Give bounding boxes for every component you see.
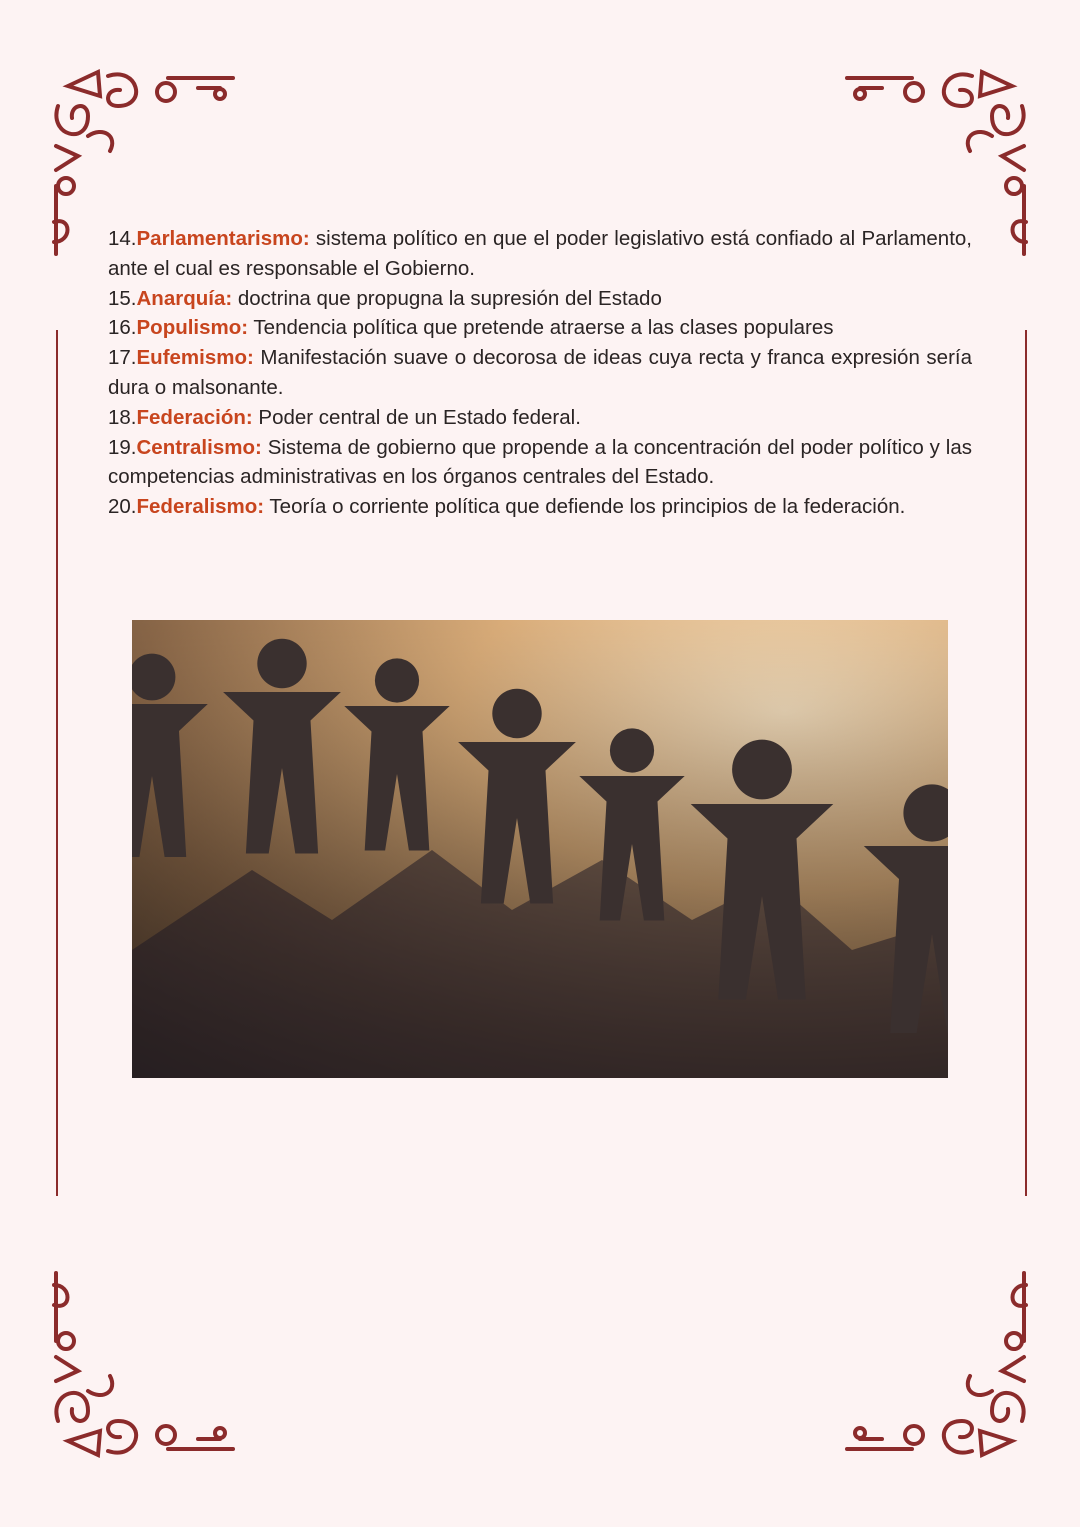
- term: Eufemismo:: [136, 346, 254, 370]
- definition-item: [108, 492, 972, 522]
- definition-item: [108, 343, 972, 403]
- term: Federación:: [136, 405, 253, 429]
- term: Anarquía:: [136, 286, 233, 310]
- item-number: 14.: [108, 227, 137, 250]
- definition-item: [108, 224, 972, 284]
- definition-item: [108, 313, 972, 343]
- definitions-list: [108, 224, 972, 522]
- definition-text: Poder central de un Estado federal.: [252, 405, 581, 429]
- term: Centralismo:: [136, 435, 262, 459]
- definition-item: [108, 433, 972, 493]
- item-number: 15.: [108, 286, 137, 310]
- border-line-left: [56, 330, 58, 1196]
- ornament-bottom-right-icon: [842, 1271, 1032, 1461]
- paper-people-chain-photo: [132, 620, 948, 1078]
- ornament-bottom-left-icon: [48, 1271, 238, 1461]
- item-number: 19.: [108, 435, 137, 459]
- definition-text: Tendencia política que pretende atraerse a las clases populares: [248, 316, 834, 340]
- term: Federalismo:: [136, 495, 265, 519]
- definition-item: [108, 284, 972, 314]
- item-number: 18.: [108, 405, 137, 429]
- item-number: 20.: [108, 495, 137, 519]
- definition-text: Manifestación suave o decorosa de ideas cuya recta y franca expresión sería dura o malsonante.: [108, 346, 972, 399]
- term: Populismo:: [136, 316, 249, 340]
- item-number: 17.: [108, 346, 137, 370]
- definition-text: Sistema de gobierno que propende a la concentración del poder político y las competencias administrativas en los órganos centrales del Estado.: [108, 435, 972, 489]
- definition-text: sistema político en que el poder legislativo está confiado al Parlamento, ante el cual es responsable el Gobierno.: [108, 227, 972, 280]
- definition-item: [108, 403, 972, 433]
- definition-text: doctrina que propugna la supresión del Estado: [232, 286, 662, 310]
- definition-text: Teoría o corriente política que defiende los principios de la federación.: [264, 495, 906, 519]
- term: Parlamentarismo:: [136, 227, 310, 250]
- border-line-right: [1025, 330, 1027, 1196]
- item-number: 16.: [108, 316, 137, 340]
